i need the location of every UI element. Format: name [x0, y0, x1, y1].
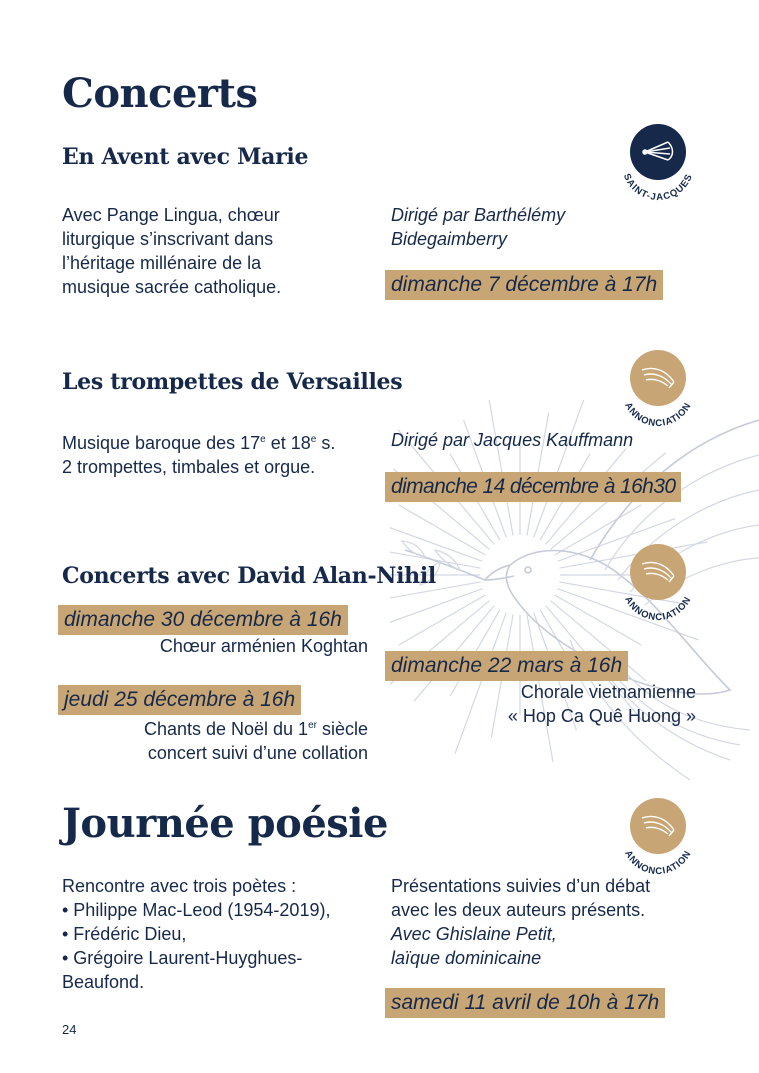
poesie-right-text: Présentations suivies d’un débat avec les deux auteurs présents. Avec Ghislaine Petit, laïque dominicaine [391, 876, 651, 968]
event3-desc1: Chœur arménien Koghtan [159, 636, 368, 656]
svg-text:SAINT-JACQUES: SAINT-JACQUES [620, 172, 696, 204]
poesie-left-text: Rencontre avec trois poètes : • Philippe Mac-Leod (1954-2019), • Frédéric Dieu, • Grégoire Laurent-Huyghues- Beaufond. [62, 876, 331, 992]
event3-desc3: Chorale vietnamienne « Hop Ca Quê Huong » [507, 682, 696, 726]
event3-date1: dimanche 30 décembre à 16h [58, 605, 348, 635]
event2-date: dimanche 14 décembre à 16h30 [385, 472, 681, 502]
page-number: 24 [62, 1022, 77, 1037]
dove-ray [399, 595, 486, 645]
dove-ray [399, 505, 486, 555]
svg-text:ANNONCIATION: ANNONCIATION [622, 400, 694, 430]
svg-text:ANNONCIATION: ANNONCIATION [622, 594, 694, 624]
event3-date3: dimanche 22 mars à 16h [385, 651, 628, 681]
event3-title: Concerts avec David Alan-Nihil [62, 563, 436, 589]
event3-date2: jeudi 25 décembre à 16h [58, 685, 301, 715]
concerts-heading: Concerts [62, 70, 258, 117]
event1-date: dimanche 7 décembre à 17h [385, 270, 663, 300]
svg-text:ANNONCIATION: ANNONCIATION [622, 848, 694, 878]
event3-desc2: Chants de Noël du 1er siècle concert suivi d’une collation [143, 719, 368, 763]
event2-description: Musique baroque des 17e et 18e s. 2 trompettes, timbales et orgue. [62, 433, 336, 477]
dove-ray [487, 400, 513, 536]
event2-director: Dirigé par Jacques Kauffmann [391, 430, 634, 450]
dove-ray [534, 400, 585, 537]
annonciation-badge [612, 792, 704, 884]
event1-title: En Avent avec Marie [62, 144, 309, 170]
event1-description: Avec Pange Lingua, chœur liturgique s’inscrivant dans l’héritage millénaire de la musique sacrée catholique. [62, 205, 282, 297]
dove-ray [390, 510, 482, 561]
saint-jacques-badge [612, 118, 704, 210]
annonciation-badge [612, 344, 704, 436]
poesie-heading: Journée poésie [62, 800, 388, 847]
event1-director: Dirigé par Barthélémy Bidegaimberry [391, 205, 566, 249]
event2-title: Les trompettes de Versailles [62, 369, 403, 395]
poesie-date: samedi 11 avril de 10h à 17h [385, 988, 665, 1018]
annonciation-badge [612, 538, 704, 630]
